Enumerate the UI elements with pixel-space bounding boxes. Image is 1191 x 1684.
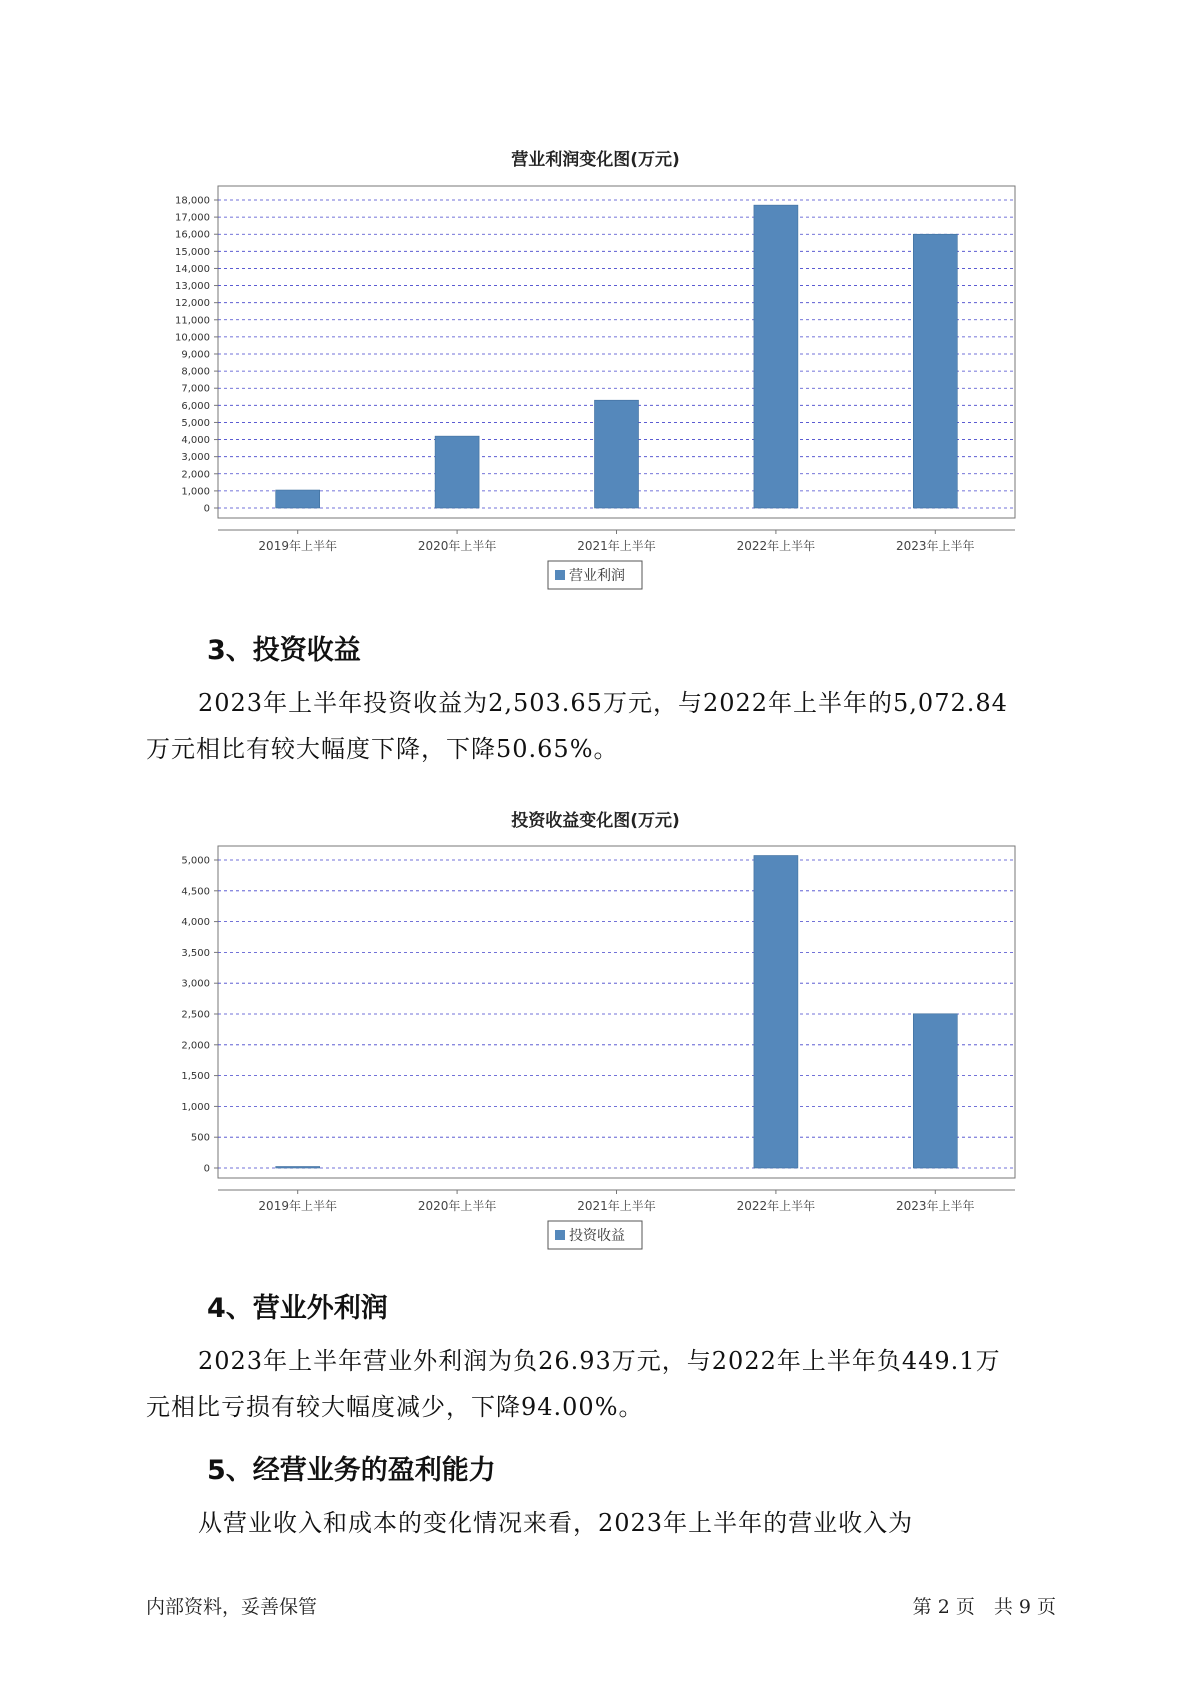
y-tick-label: 3,000 xyxy=(181,452,210,464)
x-tick-label: 2023年上半年 xyxy=(896,539,975,553)
section4-paragraph xyxy=(146,1338,1056,1430)
plot-area xyxy=(218,846,1015,1178)
bar xyxy=(435,436,479,508)
footer-page-number: 第 2 页 共 9 页 xyxy=(912,1596,1056,1618)
y-tick-label: 15,000 xyxy=(175,246,210,258)
bar xyxy=(754,205,798,508)
y-tick-label: 7,000 xyxy=(181,383,210,395)
x-tick-label: 2020年上半年 xyxy=(417,1199,497,1213)
y-tick-label: 2,000 xyxy=(181,469,210,481)
section3-line2: 万元相比有较大幅度下降，下降50.65%。 xyxy=(146,735,619,763)
section3-line1: 2023年上半年投资收益为2,503.65万元，与2022年上半年的5,072.84 xyxy=(198,689,1008,717)
y-tick-label: 4,000 xyxy=(181,917,210,929)
bar xyxy=(913,1014,957,1168)
section5-heading: 5、经营业务的盈利能力 xyxy=(207,1455,496,1486)
x-tick-label: 2021年上半年 xyxy=(577,539,656,553)
section5-line1: 从营业收入和成本的变化情况来看，2023年上半年的营业收入为 xyxy=(198,1509,914,1537)
y-tick-label: 4,500 xyxy=(181,886,210,898)
y-tick-label: 0 xyxy=(203,1163,210,1175)
y-tick-label: 3,000 xyxy=(181,978,210,990)
bar xyxy=(595,400,639,508)
y-tick-label: 8,000 xyxy=(181,366,210,378)
y-tick-label: 0 xyxy=(203,503,210,515)
section5-paragraph xyxy=(146,1500,1056,1546)
y-tick-label: 16,000 xyxy=(175,229,210,241)
y-tick-label: 1,000 xyxy=(181,486,210,498)
y-tick-label: 4,000 xyxy=(181,435,210,447)
y-tick-label: 3,500 xyxy=(181,947,210,959)
y-tick-label: 6,000 xyxy=(181,400,210,412)
x-tick-label: 2022年上半年 xyxy=(736,1199,816,1213)
chart1-title: 营业利润变化图(万元) xyxy=(511,150,680,170)
section3-paragraph xyxy=(146,680,1056,772)
y-tick-label: 500 xyxy=(190,1132,210,1144)
section3-heading: 3、投资收益 xyxy=(207,635,361,666)
x-tick-label: 2022年上半年 xyxy=(736,539,816,553)
legend-swatch xyxy=(555,1230,565,1240)
x-tick-label: 2019年上半年 xyxy=(258,539,337,553)
section4-line2: 元相比亏损有较大幅度减少，下降94.00%。 xyxy=(146,1393,644,1421)
y-tick-label: 18,000 xyxy=(175,195,210,207)
y-tick-label: 13,000 xyxy=(175,281,210,293)
operating-profit-chart xyxy=(0,180,1191,600)
x-tick-label: 2019年上半年 xyxy=(258,1199,337,1213)
investment-income-chart xyxy=(0,840,1191,1260)
section4-heading: 4、营业外利润 xyxy=(207,1293,388,1324)
legend-swatch xyxy=(555,570,565,580)
y-tick-label: 10,000 xyxy=(175,332,210,344)
y-tick-label: 5,000 xyxy=(181,855,210,867)
y-tick-label: 17,000 xyxy=(175,212,210,224)
bar xyxy=(913,234,957,508)
bar xyxy=(276,1167,320,1169)
legend-label: 营业利润 xyxy=(569,568,625,584)
x-tick-label: 2021年上半年 xyxy=(577,1199,656,1213)
y-tick-label: 12,000 xyxy=(175,298,210,310)
y-tick-label: 1,500 xyxy=(181,1071,210,1083)
y-tick-label: 1,000 xyxy=(181,1101,210,1113)
x-tick-label: 2020年上半年 xyxy=(417,539,497,553)
section4-line1: 2023年上半年营业外利润为负26.93万元，与2022年上半年负449.1万 xyxy=(198,1347,1001,1375)
y-tick-label: 14,000 xyxy=(175,263,210,275)
footer-left: 内部资料，妥善保管 xyxy=(146,1596,318,1618)
y-tick-label: 2,000 xyxy=(181,1040,210,1052)
chart2-title: 投资收益变化图(万元) xyxy=(511,811,680,831)
y-tick-label: 11,000 xyxy=(175,315,210,327)
x-tick-label: 2023年上半年 xyxy=(896,1199,975,1213)
legend-label: 投资收益 xyxy=(569,1228,625,1244)
bar xyxy=(754,856,798,1168)
y-tick-label: 5,000 xyxy=(181,417,210,429)
y-tick-label: 9,000 xyxy=(181,349,210,361)
bar xyxy=(276,490,320,508)
y-tick-label: 2,500 xyxy=(181,1009,210,1021)
